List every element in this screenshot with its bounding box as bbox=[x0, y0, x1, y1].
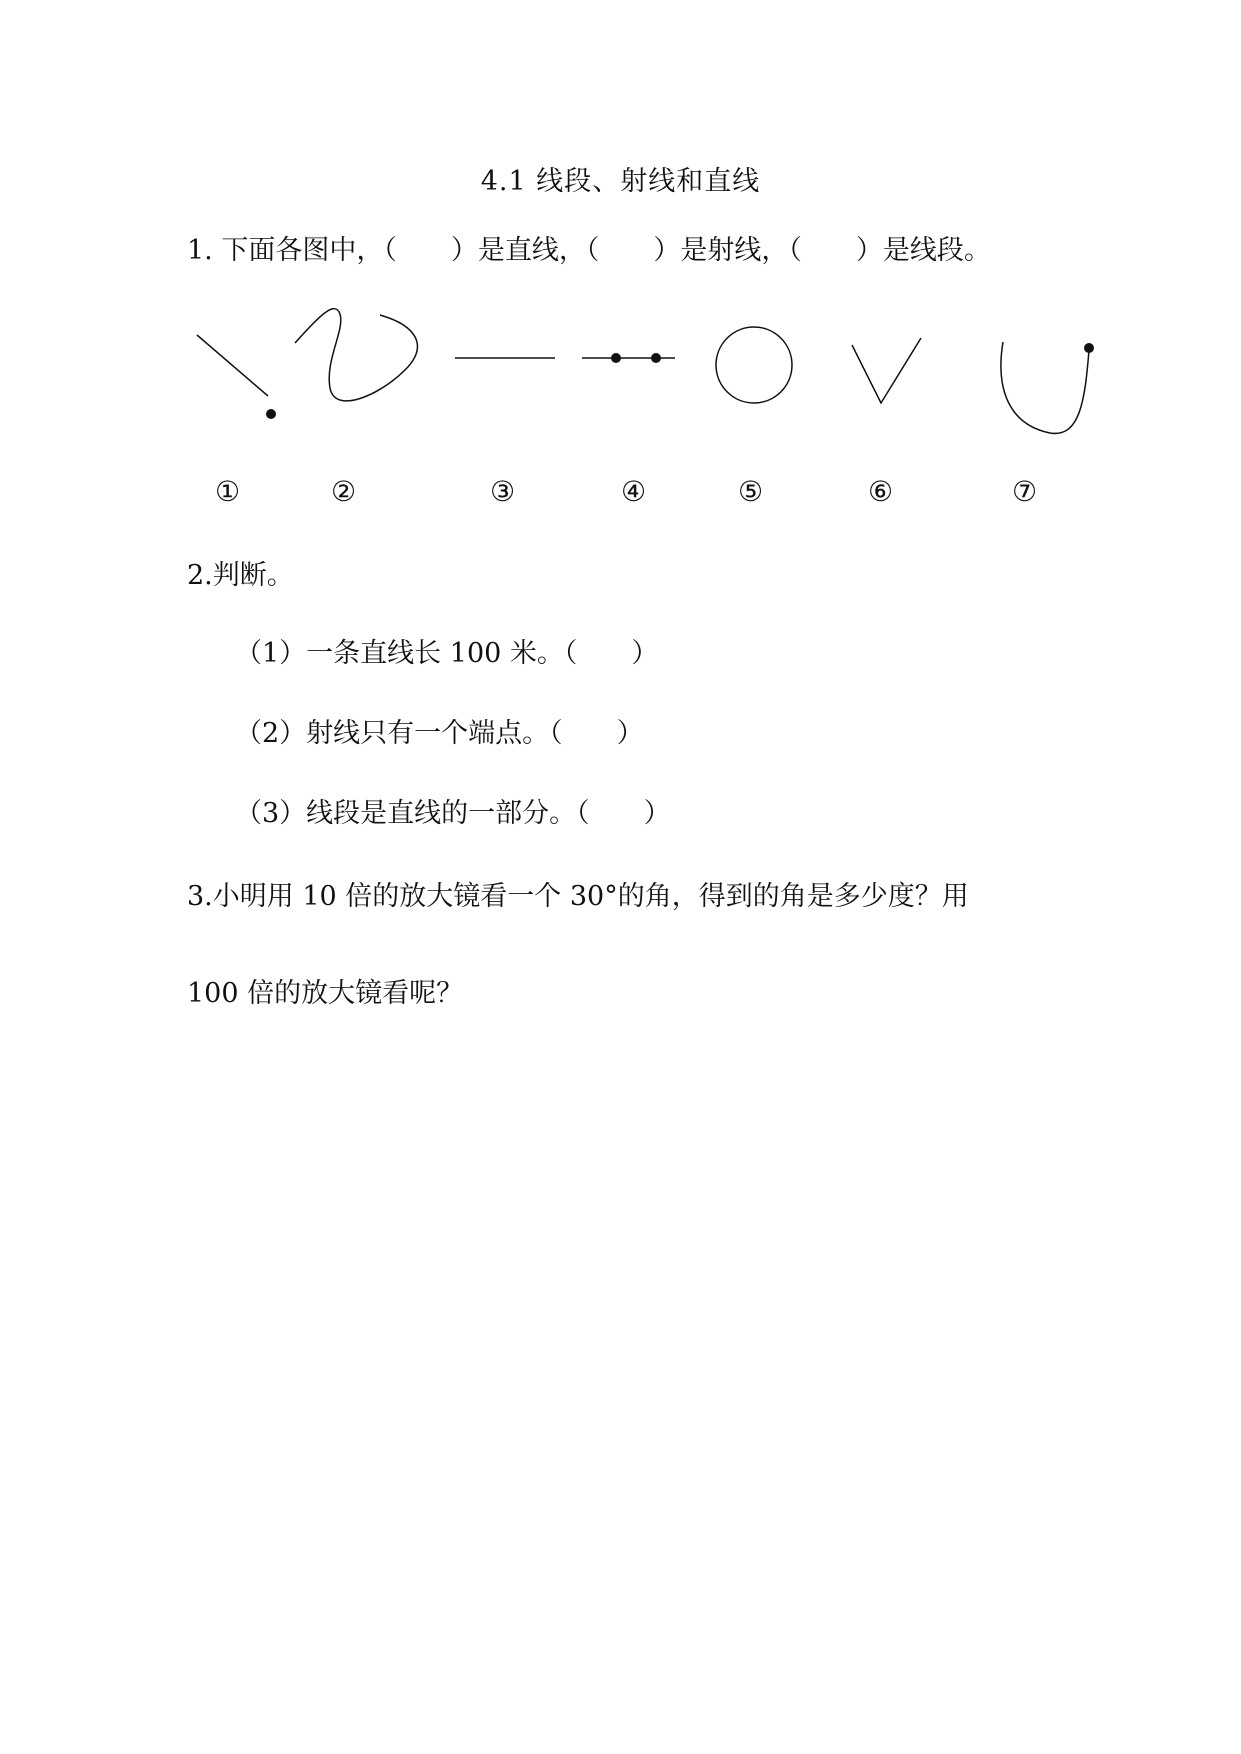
figure-6-angle bbox=[852, 338, 921, 403]
figure-7-curve bbox=[1001, 342, 1094, 433]
question-2-item-3: （3）线段是直线的一部分。（ ） bbox=[235, 798, 671, 829]
figure-5-number: ⑤ bbox=[738, 475, 764, 508]
page-title: 4.1 线段、射线和直线 bbox=[480, 166, 761, 197]
figure-5-circle bbox=[716, 327, 792, 403]
question-1-text: 1. 下面各图中，（ ）是直线，（ ）是射线，（ ）是线段。 bbox=[187, 235, 991, 266]
question-2-item-2: （2）射线只有一个端点。（ ） bbox=[235, 718, 644, 749]
question-2-heading: 2.判断。 bbox=[187, 560, 294, 591]
figure-1-ray bbox=[197, 335, 276, 419]
figure-3-number: ③ bbox=[490, 475, 516, 508]
figure-2-number: ② bbox=[331, 475, 357, 508]
figure-1-number: ① bbox=[215, 475, 241, 508]
figure-4-segment-on-line bbox=[582, 353, 675, 363]
figure-4-number: ④ bbox=[621, 475, 647, 508]
figure-2-curve bbox=[295, 309, 417, 401]
question-3-line-1: 3.小明用 10 倍的放大镜看一个 30°的角，得到的角是多少度？用 bbox=[187, 881, 969, 912]
figure-7-number: ⑦ bbox=[1012, 475, 1038, 508]
question-3-line-2: 100 倍的放大镜看呢？ bbox=[187, 978, 464, 1009]
figure-6-number: ⑥ bbox=[868, 475, 894, 508]
question-2-item-1: （1）一条直线长 100 米。（ ） bbox=[235, 638, 659, 669]
